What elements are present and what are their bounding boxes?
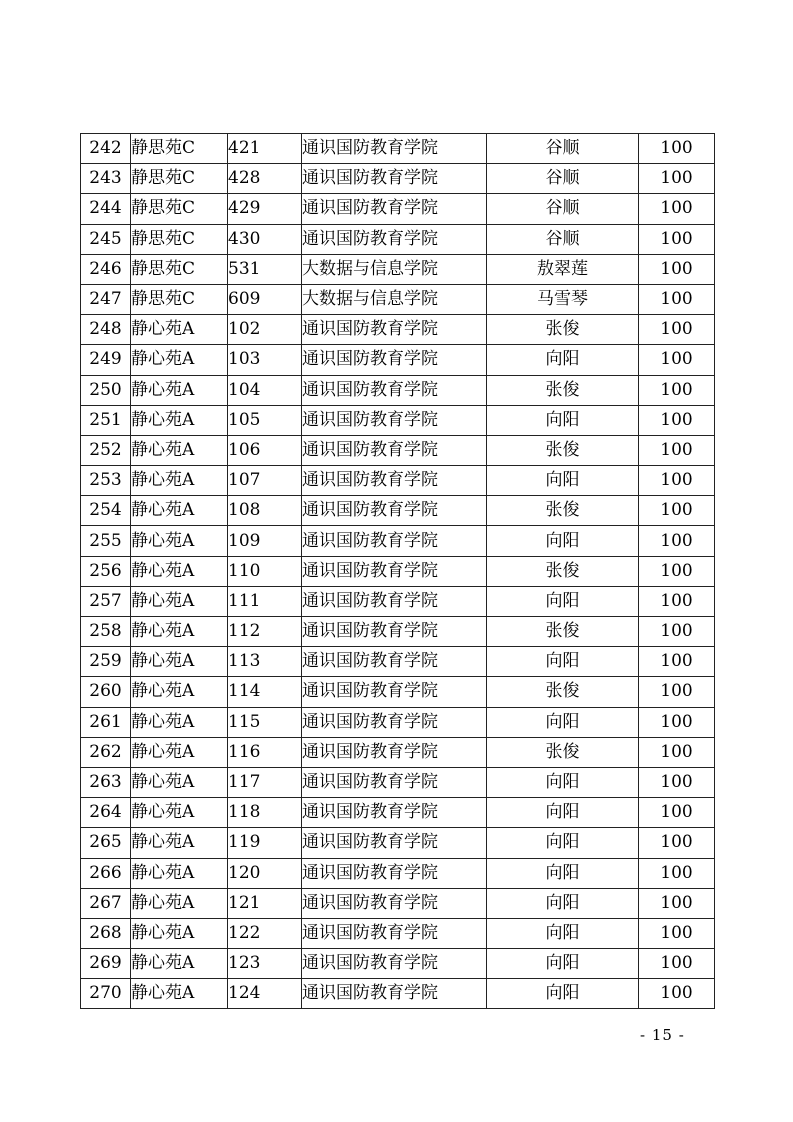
college-cell: 通识国防教育学院 xyxy=(302,707,487,737)
room-number-cell: 429 xyxy=(228,194,302,224)
building-cell: 静思苑C xyxy=(131,164,228,194)
score-cell: 100 xyxy=(639,888,715,918)
building-cell: 静心苑A xyxy=(131,767,228,797)
room-number-cell: 609 xyxy=(228,284,302,314)
score-cell: 100 xyxy=(639,979,715,1009)
building-cell: 静思苑C xyxy=(131,194,228,224)
building-cell: 静心苑A xyxy=(131,798,228,828)
college-cell: 通识国防教育学院 xyxy=(302,164,487,194)
inspector-name-cell: 向阳 xyxy=(487,858,639,888)
row-number-cell: 243 xyxy=(81,164,131,194)
building-cell: 静心苑A xyxy=(131,435,228,465)
building-cell: 静心苑A xyxy=(131,315,228,345)
score-cell: 100 xyxy=(639,496,715,526)
college-cell: 通识国防教育学院 xyxy=(302,224,487,254)
inspector-name-cell: 向阳 xyxy=(487,405,639,435)
table-row xyxy=(81,254,715,284)
college-cell: 通识国防教育学院 xyxy=(302,375,487,405)
inspector-name-cell: 张俊 xyxy=(487,677,639,707)
row-number-cell: 269 xyxy=(81,949,131,979)
room-number-cell: 117 xyxy=(228,767,302,797)
score-cell: 100 xyxy=(639,466,715,496)
room-number-cell: 123 xyxy=(228,949,302,979)
college-cell: 大数据与信息学院 xyxy=(302,284,487,314)
building-cell: 静心苑A xyxy=(131,858,228,888)
college-cell: 通识国防教育学院 xyxy=(302,526,487,556)
college-cell: 通识国防教育学院 xyxy=(302,647,487,677)
score-cell: 100 xyxy=(639,284,715,314)
row-number-cell: 253 xyxy=(81,466,131,496)
inspector-name-cell: 向阳 xyxy=(487,828,639,858)
room-number-cell: 120 xyxy=(228,858,302,888)
room-number-cell: 104 xyxy=(228,375,302,405)
table-row xyxy=(81,134,715,164)
room-number-cell: 531 xyxy=(228,254,302,284)
inspector-name-cell: 张俊 xyxy=(487,737,639,767)
row-number-cell: 268 xyxy=(81,918,131,948)
table-row xyxy=(81,617,715,647)
row-number-cell: 252 xyxy=(81,435,131,465)
building-cell: 静思苑C xyxy=(131,134,228,164)
score-cell: 100 xyxy=(639,677,715,707)
inspector-name-cell: 向阳 xyxy=(487,888,639,918)
room-number-cell: 108 xyxy=(228,496,302,526)
score-cell: 100 xyxy=(639,526,715,556)
inspector-name-cell: 张俊 xyxy=(487,496,639,526)
table-row xyxy=(81,586,715,616)
room-number-cell: 109 xyxy=(228,526,302,556)
row-number-cell: 244 xyxy=(81,194,131,224)
row-number-cell: 262 xyxy=(81,737,131,767)
college-cell: 通识国防教育学院 xyxy=(302,798,487,828)
row-number-cell: 242 xyxy=(81,134,131,164)
building-cell: 静心苑A xyxy=(131,737,228,767)
college-cell: 通识国防教育学院 xyxy=(302,949,487,979)
building-cell: 静心苑A xyxy=(131,888,228,918)
building-cell: 静心苑A xyxy=(131,496,228,526)
room-number-cell: 116 xyxy=(228,737,302,767)
table-row xyxy=(81,526,715,556)
table-row xyxy=(81,435,715,465)
room-number-cell: 122 xyxy=(228,918,302,948)
table-row xyxy=(81,979,715,1009)
inspector-name-cell: 张俊 xyxy=(487,315,639,345)
row-number-cell: 257 xyxy=(81,586,131,616)
room-number-cell: 124 xyxy=(228,979,302,1009)
inspector-name-cell: 向阳 xyxy=(487,979,639,1009)
college-cell: 通识国防教育学院 xyxy=(302,586,487,616)
college-cell: 通识国防教育学院 xyxy=(302,737,487,767)
table-body xyxy=(81,134,715,1009)
college-cell: 通识国防教育学院 xyxy=(302,556,487,586)
score-cell: 100 xyxy=(639,707,715,737)
score-cell: 100 xyxy=(639,918,715,948)
inspector-name-cell: 向阳 xyxy=(487,918,639,948)
table-row xyxy=(81,647,715,677)
building-cell: 静心苑A xyxy=(131,526,228,556)
room-number-cell: 106 xyxy=(228,435,302,465)
score-cell: 100 xyxy=(639,405,715,435)
score-cell: 100 xyxy=(639,134,715,164)
inspector-name-cell: 张俊 xyxy=(487,617,639,647)
building-cell: 静心苑A xyxy=(131,828,228,858)
table-row xyxy=(81,466,715,496)
page-number: - 15 - xyxy=(640,1026,685,1044)
building-cell: 静心苑A xyxy=(131,466,228,496)
building-cell: 静心苑A xyxy=(131,375,228,405)
inspector-name-cell: 张俊 xyxy=(487,556,639,586)
room-number-cell: 430 xyxy=(228,224,302,254)
college-cell: 通识国防教育学院 xyxy=(302,315,487,345)
row-number-cell: 270 xyxy=(81,979,131,1009)
table-row xyxy=(81,284,715,314)
row-number-cell: 267 xyxy=(81,888,131,918)
inspector-name-cell: 敖翠莲 xyxy=(487,254,639,284)
building-cell: 静心苑A xyxy=(131,345,228,375)
building-cell: 静心苑A xyxy=(131,586,228,616)
table-row xyxy=(81,345,715,375)
room-number-cell: 115 xyxy=(228,707,302,737)
inspector-name-cell: 向阳 xyxy=(487,526,639,556)
room-number-cell: 121 xyxy=(228,888,302,918)
inspector-name-cell: 张俊 xyxy=(487,375,639,405)
table-row xyxy=(81,194,715,224)
inspector-name-cell: 向阳 xyxy=(487,586,639,616)
table-row xyxy=(81,949,715,979)
college-cell: 通识国防教育学院 xyxy=(302,194,487,224)
row-number-cell: 250 xyxy=(81,375,131,405)
building-cell: 静心苑A xyxy=(131,647,228,677)
inspector-name-cell: 张俊 xyxy=(487,435,639,465)
inspector-name-cell: 谷顺 xyxy=(487,164,639,194)
table-row xyxy=(81,315,715,345)
building-cell: 静心苑A xyxy=(131,949,228,979)
row-number-cell: 246 xyxy=(81,254,131,284)
room-number-cell: 114 xyxy=(228,677,302,707)
row-number-cell: 248 xyxy=(81,315,131,345)
table-row xyxy=(81,918,715,948)
score-cell: 100 xyxy=(639,315,715,345)
table-row xyxy=(81,737,715,767)
building-cell: 静思苑C xyxy=(131,224,228,254)
college-cell: 通识国防教育学院 xyxy=(302,405,487,435)
building-cell: 静心苑A xyxy=(131,979,228,1009)
row-number-cell: 258 xyxy=(81,617,131,647)
table-row xyxy=(81,888,715,918)
row-number-cell: 266 xyxy=(81,858,131,888)
score-cell: 100 xyxy=(639,586,715,616)
score-cell: 100 xyxy=(639,556,715,586)
dorm-inspection-table xyxy=(80,133,715,1009)
table-row xyxy=(81,556,715,586)
college-cell: 通识国防教育学院 xyxy=(302,858,487,888)
room-number-cell: 119 xyxy=(228,828,302,858)
table-row xyxy=(81,798,715,828)
table-row xyxy=(81,496,715,526)
college-cell: 通识国防教育学院 xyxy=(302,828,487,858)
room-number-cell: 105 xyxy=(228,405,302,435)
inspector-name-cell: 向阳 xyxy=(487,798,639,828)
college-cell: 通识国防教育学院 xyxy=(302,496,487,526)
row-number-cell: 263 xyxy=(81,767,131,797)
table-row xyxy=(81,677,715,707)
score-cell: 100 xyxy=(639,194,715,224)
college-cell: 通识国防教育学院 xyxy=(302,888,487,918)
college-cell: 通识国防教育学院 xyxy=(302,134,487,164)
table-row xyxy=(81,828,715,858)
room-number-cell: 110 xyxy=(228,556,302,586)
score-cell: 100 xyxy=(639,164,715,194)
college-cell: 通识国防教育学院 xyxy=(302,677,487,707)
college-cell: 通识国防教育学院 xyxy=(302,979,487,1009)
building-cell: 静思苑C xyxy=(131,284,228,314)
room-number-cell: 428 xyxy=(228,164,302,194)
college-cell: 通识国防教育学院 xyxy=(302,345,487,375)
table-row xyxy=(81,767,715,797)
table-row xyxy=(81,224,715,254)
score-cell: 100 xyxy=(639,345,715,375)
room-number-cell: 421 xyxy=(228,134,302,164)
row-number-cell: 265 xyxy=(81,828,131,858)
row-number-cell: 251 xyxy=(81,405,131,435)
inspector-name-cell: 谷顺 xyxy=(487,194,639,224)
college-cell: 通识国防教育学院 xyxy=(302,466,487,496)
table-row xyxy=(81,164,715,194)
row-number-cell: 256 xyxy=(81,556,131,586)
inspector-name-cell: 谷顺 xyxy=(487,134,639,164)
building-cell: 静心苑A xyxy=(131,405,228,435)
building-cell: 静心苑A xyxy=(131,677,228,707)
room-number-cell: 112 xyxy=(228,617,302,647)
building-cell: 静心苑A xyxy=(131,918,228,948)
inspector-name-cell: 向阳 xyxy=(487,707,639,737)
building-cell: 静思苑C xyxy=(131,254,228,284)
score-cell: 100 xyxy=(639,828,715,858)
college-cell: 通识国防教育学院 xyxy=(302,767,487,797)
room-number-cell: 107 xyxy=(228,466,302,496)
inspector-name-cell: 谷顺 xyxy=(487,224,639,254)
inspector-name-cell: 马雪琴 xyxy=(487,284,639,314)
building-cell: 静心苑A xyxy=(131,556,228,586)
score-cell: 100 xyxy=(639,435,715,465)
score-cell: 100 xyxy=(639,949,715,979)
score-cell: 100 xyxy=(639,767,715,797)
building-cell: 静心苑A xyxy=(131,617,228,647)
row-number-cell: 255 xyxy=(81,526,131,556)
score-cell: 100 xyxy=(639,375,715,405)
score-cell: 100 xyxy=(639,224,715,254)
inspector-name-cell: 向阳 xyxy=(487,949,639,979)
row-number-cell: 260 xyxy=(81,677,131,707)
row-number-cell: 264 xyxy=(81,798,131,828)
table-row xyxy=(81,707,715,737)
college-cell: 通识国防教育学院 xyxy=(302,435,487,465)
row-number-cell: 261 xyxy=(81,707,131,737)
row-number-cell: 247 xyxy=(81,284,131,314)
inspector-name-cell: 向阳 xyxy=(487,345,639,375)
score-cell: 100 xyxy=(639,858,715,888)
room-number-cell: 103 xyxy=(228,345,302,375)
college-cell: 大数据与信息学院 xyxy=(302,254,487,284)
table-row xyxy=(81,375,715,405)
score-cell: 100 xyxy=(639,798,715,828)
score-cell: 100 xyxy=(639,254,715,284)
row-number-cell: 259 xyxy=(81,647,131,677)
table-row xyxy=(81,405,715,435)
score-cell: 100 xyxy=(639,617,715,647)
inspector-name-cell: 向阳 xyxy=(487,647,639,677)
room-number-cell: 111 xyxy=(228,586,302,616)
room-number-cell: 113 xyxy=(228,647,302,677)
row-number-cell: 254 xyxy=(81,496,131,526)
building-cell: 静心苑A xyxy=(131,707,228,737)
college-cell: 通识国防教育学院 xyxy=(302,617,487,647)
inspector-name-cell: 向阳 xyxy=(487,466,639,496)
score-cell: 100 xyxy=(639,647,715,677)
college-cell: 通识国防教育学院 xyxy=(302,918,487,948)
row-number-cell: 249 xyxy=(81,345,131,375)
table-row xyxy=(81,858,715,888)
room-number-cell: 102 xyxy=(228,315,302,345)
row-number-cell: 245 xyxy=(81,224,131,254)
room-number-cell: 118 xyxy=(228,798,302,828)
inspector-name-cell: 向阳 xyxy=(487,767,639,797)
score-cell: 100 xyxy=(639,737,715,767)
